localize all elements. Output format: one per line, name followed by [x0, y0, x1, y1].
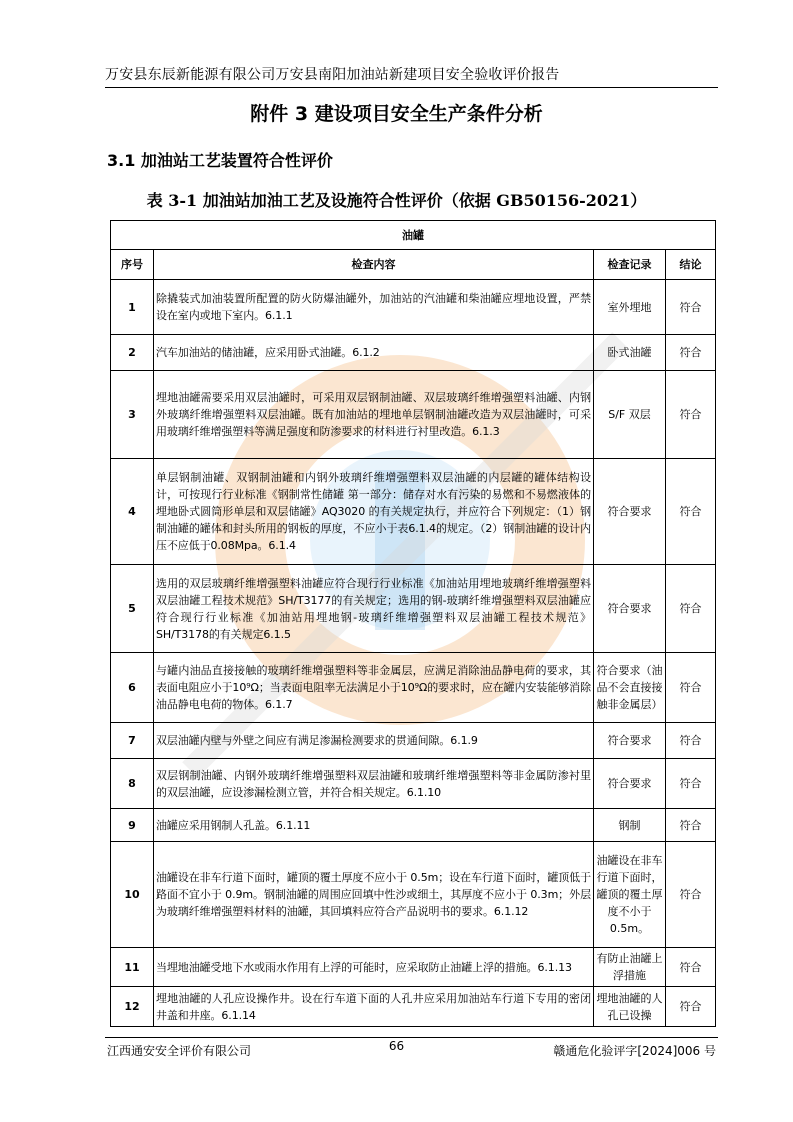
table-row [111, 948, 716, 987]
row-content: 汽车加油站的储油罐，应采用卧式油罐。6.1.2 [154, 335, 594, 371]
row-record: 室外埋地 [594, 280, 666, 335]
column-header-record: 检查记录 [594, 250, 666, 280]
row-record: 符合要求 [594, 459, 666, 565]
row-content: 油罐应采用钢制人孔盖。6.1.11 [154, 809, 594, 842]
table-row [111, 280, 716, 335]
footer-company: 江西通安安全评价有限公司 [107, 1044, 252, 1058]
table-row [111, 759, 716, 809]
row-result: 符合 [666, 371, 716, 459]
row-content: 油罐设在非车行道下面时，罐顶的覆土厚度不应小于 0.5m；设在车行道下面时，罐顶低于路面不宜小于 0.9m。钢制油罐的周围应回填中性沙或细土，其厚度不应小于 0.3m；外层为玻璃纤维增强塑料材料的油罐，其回填料应符合产品说明书的要求。6.1.12 [154, 842, 594, 948]
row-record: 油罐设在非车行道下面时，罐顶的覆土厚度不小于 0.5m。 [594, 842, 666, 948]
row-number: 12 [111, 987, 154, 1027]
table-row [111, 335, 716, 371]
section-title: 3.1 加油站工艺装置符合性评价 [107, 151, 333, 170]
row-record: 符合要求 [594, 723, 666, 759]
document-title: 附件 3 建设项目安全生产条件分析 [250, 103, 543, 125]
row-content: 除撬装式加油装置所配置的防火防爆油罐外，加油站的汽油罐和柴油罐应埋地设置，严禁设在室内或地下室内。6.1.1 [154, 280, 594, 335]
table-caption: 表 3-1 加油站加油工艺及设施符合性评价（依据 GB50156-2021） [146, 191, 647, 210]
row-result: 符合 [666, 759, 716, 809]
column-header-no: 序号 [111, 250, 154, 280]
table-row [111, 653, 716, 723]
table-row [111, 371, 716, 459]
row-result: 符合 [666, 280, 716, 335]
row-content: 当埋地油罐受地下水或雨水作用有上浮的可能时，应采取防止油罐上浮的措施。6.1.13 [154, 948, 594, 987]
row-number: 3 [111, 371, 154, 459]
row-content: 选用的双层玻璃纤维增强塑料油罐应符合现行行业标准《加油站用埋地玻璃纤维增强塑料双层油罐工程技术规范》SH/T3177的有关规定；选用的钢-玻璃纤维增强塑料双层油罐应符合现行行业标准《加油站用埋地钢-玻璃纤维增强塑料双层油罐工程技术规范》SH/T3178的有关规定6.1.5 [154, 565, 594, 653]
running-header: 万安县东辰新能源有限公司万安县南阳加油站新建项目安全验收评价报告 [105, 64, 718, 88]
row-content: 与罐内油品直接接触的玻璃纤维增强塑料等非金属层，应满足消除油品静电荷的要求，其表面电阻应小于10⁹Ω；当表面电阻率无法满足小于10⁹Ω的要求时，应在罐内安装能够消除油品静电电荷的物体。6.1.7 [154, 653, 594, 723]
table-row [111, 842, 716, 948]
column-header-result: 结论 [666, 250, 716, 280]
row-content: 埋地油罐需要采用双层油罐时，可采用双层钢制油罐、双层玻璃纤维增强塑料油罐、内钢外玻璃纤维增强塑料双层油罐。既有加油站的埋地单层钢制油罐改造为双层油罐时，可采用玻璃纤维增强塑料等满足强度和防渗要求的材料进行衬里改造。6.1.3 [154, 371, 594, 459]
table-group-header: 油罐 [111, 221, 716, 250]
row-content: 单层钢制油罐、双钢制油罐和内钢外玻璃纤维增强塑料双层油罐的内层罐的罐体结构设计，可按现行行业标准《钢制常性储罐 第一部分：储存对水有污染的易燃和不易燃液体的埋地卧式圆筒形单层和双层储罐》AQ3020 的有关规定执行，并应符合下列规定：（1）钢制油罐的罐体和封头所用的钢板的厚度，不应小于表6.1.4的规定。（2）钢制油罐的设计内压不应低于0.08Mpa。6.1.4 [154, 459, 594, 565]
row-content: 双层油罐内壁与外壁之间应有满足渗漏检测要求的贯通间隙。6.1.9 [154, 723, 594, 759]
row-content: 埋地油罐的人孔应设操作井。设在行车道下面的人孔井应采用加油站车行道下专用的密闭井盖和井座。6.1.14 [154, 987, 594, 1027]
row-result: 符合 [666, 459, 716, 565]
row-record: 有防止油罐上浮措施 [594, 948, 666, 987]
row-content: 双层钢制油罐、内钢外玻璃纤维增强塑料双层油罐和玻璃纤维增强塑料等非金属防渗衬里的双层油罐，应设渗漏检测立管，并符合相关规定。6.1.10 [154, 759, 594, 809]
row-number: 11 [111, 948, 154, 987]
row-result: 符合 [666, 653, 716, 723]
row-number: 1 [111, 280, 154, 335]
column-header-content: 检查内容 [154, 250, 594, 280]
row-number: 5 [111, 565, 154, 653]
row-record: 埋地油罐的人孔已设操 [594, 987, 666, 1027]
row-record: 符合要求 [594, 565, 666, 653]
row-number: 4 [111, 459, 154, 565]
row-record: S/F 双层 [594, 371, 666, 459]
table-row [111, 565, 716, 653]
row-number: 6 [111, 653, 154, 723]
row-result: 符合 [666, 335, 716, 371]
row-number: 10 [111, 842, 154, 948]
table-row [111, 723, 716, 759]
row-result: 符合 [666, 948, 716, 987]
row-number: 2 [111, 335, 154, 371]
table-row [111, 459, 716, 565]
row-number: 7 [111, 723, 154, 759]
page-number: 66 [388, 1039, 405, 1053]
table-row [111, 987, 716, 1027]
table-row [111, 809, 716, 842]
row-result: 符合 [666, 987, 716, 1027]
footer-document-number: 赣通危化验评字[2024]006 号 [553, 1044, 716, 1058]
row-result: 符合 [666, 842, 716, 948]
row-number: 9 [111, 809, 154, 842]
row-number: 8 [111, 759, 154, 809]
row-record: 钢制 [594, 809, 666, 842]
evaluation-table [110, 220, 716, 1027]
footer-rule [105, 1037, 718, 1038]
row-record: 卧式油罐 [594, 335, 666, 371]
row-result: 符合 [666, 809, 716, 842]
row-record: 符合要求 [594, 759, 666, 809]
row-record: 符合要求（油品不会直接接触非金属层） [594, 653, 666, 723]
row-result: 符合 [666, 723, 716, 759]
row-result: 符合 [666, 565, 716, 653]
